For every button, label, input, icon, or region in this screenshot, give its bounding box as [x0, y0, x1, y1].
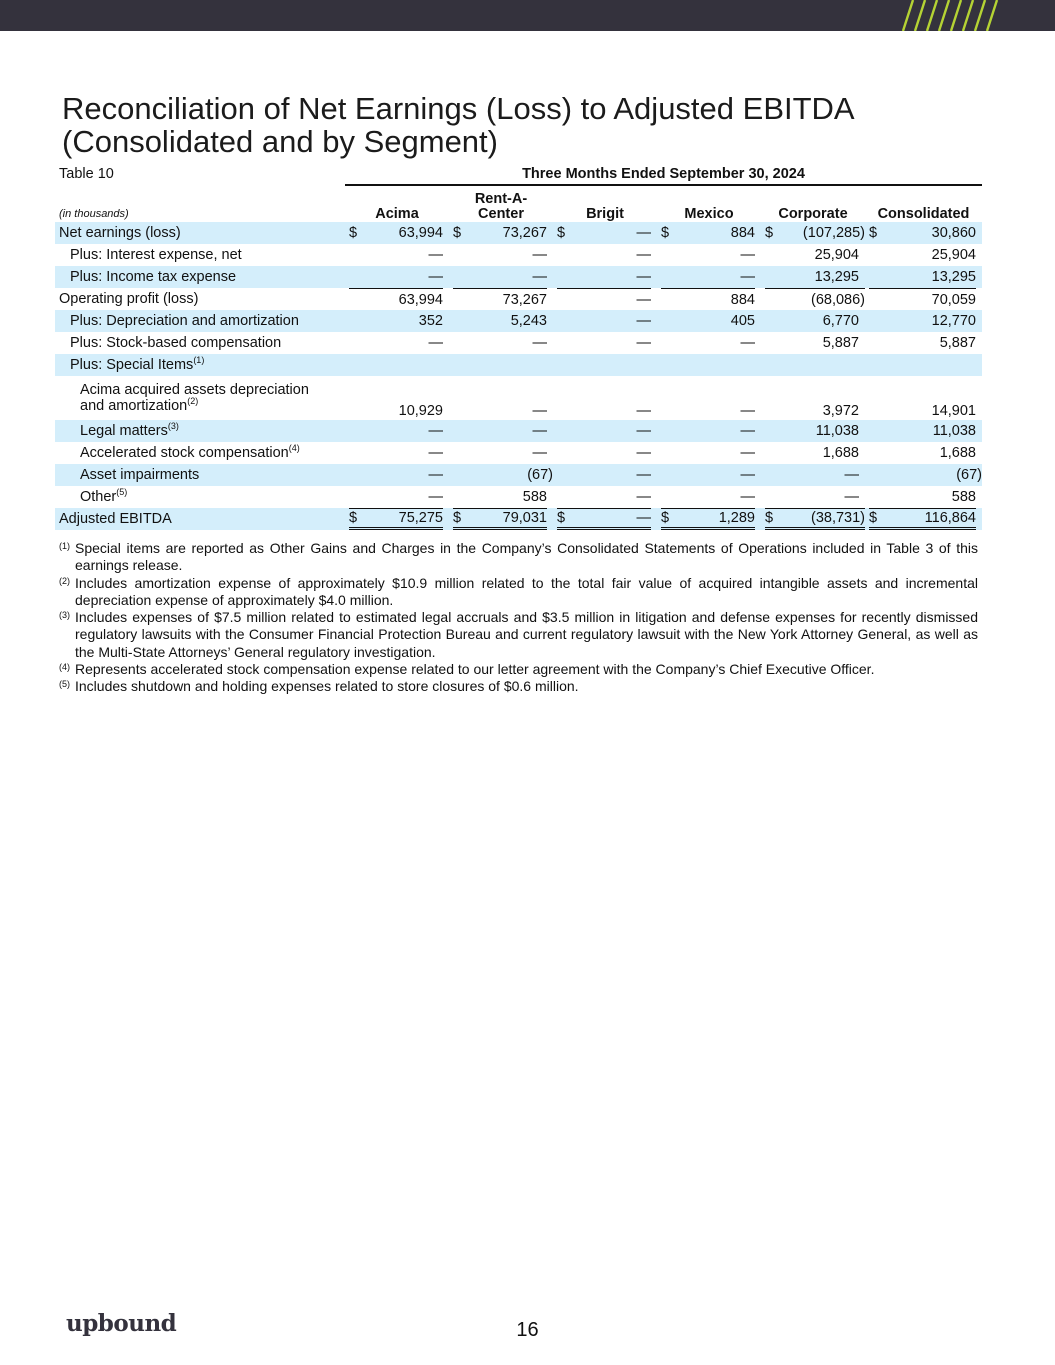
cell-value: 25,904 [931, 247, 976, 263]
cell-value: 5,243 [449, 310, 553, 332]
cell-value: 11,038 [865, 420, 982, 442]
cell-value: — [553, 266, 657, 288]
cell-value: 884 [657, 288, 761, 310]
cell-value: — [428, 247, 443, 263]
cell-value: — [345, 464, 449, 486]
cell-value [865, 354, 982, 376]
decorative-stripes-icon [895, 0, 1007, 31]
cell-value: 12,770 [865, 310, 982, 332]
cell-value: — [761, 464, 865, 486]
row-label: Adjusted EBITDA [55, 508, 345, 530]
cell-value: — [740, 247, 755, 263]
cell-value: — [532, 247, 547, 263]
cell-value: 588 [522, 489, 547, 505]
top-banner [0, 0, 1055, 31]
cell-value: 405 [657, 310, 761, 332]
cell-value: 14,901 [931, 402, 976, 419]
table-row [55, 354, 982, 376]
footnote: (3) Includes expenses of $7.5 million related to estimated legal accruals and $3.5 million in litigation and defense expenses for recently dismissed regulatory lawsuits with the Consumer Financial Protection Bureau and current regulatory lawsuit with the New York Attorney General, as well as the Multi-State Attorneys’ General regulatory investigation. [59, 609, 978, 660]
cell-value: 63,994 [345, 288, 449, 310]
units-label: (in thousands) [59, 208, 129, 220]
cell-value: 13,295 [865, 266, 982, 288]
col-corporate: Corporate [778, 206, 848, 222]
cell-value: — [657, 420, 761, 442]
row-label: Net earnings (loss) [55, 222, 345, 244]
cell-value: $ 75,275 [345, 508, 449, 530]
cell-value: 5,887 [822, 335, 859, 351]
cell-value [449, 354, 553, 376]
cell-value: 6,770 [761, 310, 865, 332]
row-label: Legal matters$^{(3)}$ [55, 420, 345, 442]
cell-value: 588 [951, 489, 976, 505]
upbound-logo: upbound [66, 1310, 177, 1337]
cell-value: — [740, 489, 755, 505]
cell-value: — [449, 420, 553, 442]
cell-value: — [657, 266, 761, 288]
cell-value: — [532, 335, 547, 351]
row-label: Other$^{(5)}$ [80, 487, 128, 505]
row-label: Plus: Stock-based compensation [70, 335, 282, 351]
footnote: (5) Includes shutdown and holding expenses related to store closures of $0.6 million. [59, 678, 579, 695]
table-row [55, 310, 982, 332]
page-number: 16 [516, 1319, 539, 1341]
table-row [55, 442, 982, 464]
cell-value: $ — [553, 222, 657, 244]
cell-value: — [428, 489, 443, 505]
table-row [55, 464, 982, 486]
row-label: Plus: Income tax expense [55, 266, 345, 288]
cell-value: 25,904 [814, 247, 859, 263]
footnote: (4) Represents accelerated stock compensation expense related to our letter agreement with the Company’s Chief Executive Officer. [59, 661, 875, 678]
cell-value: $ 30,860 [865, 222, 982, 244]
col-acima: Acima [375, 206, 419, 222]
column-header-row [55, 189, 982, 222]
page-title [62, 92, 962, 158]
col-consolidated: Consolidated [877, 206, 970, 222]
cell-value [553, 354, 657, 376]
cell-value: — [428, 445, 443, 461]
cell-value: 13,295 [761, 266, 865, 288]
cell-value: $ 63,994 [345, 222, 449, 244]
cell-value: $ (107,285) [761, 222, 865, 244]
table-label: Table 10 [59, 166, 114, 182]
title-line-1: Reconciliation of Net Earnings (Loss) to Adjusted EBITDA [62, 91, 855, 126]
cell-value: — [657, 464, 761, 486]
cell-value [761, 354, 865, 376]
cell-value: $ 79,031 [449, 508, 553, 530]
table-row [55, 222, 982, 244]
table-row [55, 420, 982, 442]
footnote: (2) Includes amortization expense of approximately $10.9 million related to the total fair value of acquired intangible assets and incremental depreciation expense of approximately $4.0 million. [59, 574, 978, 608]
cell-value: — [553, 310, 657, 332]
cell-value [345, 354, 449, 376]
cell-value: — [636, 445, 651, 461]
table-row [55, 288, 982, 310]
cell-value: 1,688 [939, 445, 976, 461]
row-label: Acima acquired assets depreciation and amortization$^{(2)}$ [80, 382, 309, 414]
cell-value: — [636, 489, 651, 505]
cell-value: 73,267 [449, 288, 553, 310]
cell-value: — [532, 402, 547, 419]
cell-value: — [636, 335, 651, 351]
cell-value: — [740, 445, 755, 461]
cell-value: $ 116,864 [865, 508, 982, 530]
table-row [55, 376, 982, 420]
footnotes [59, 540, 978, 696]
cell-value: 3,972 [822, 402, 859, 419]
cell-value: — [553, 288, 657, 310]
cell-value: $ — [553, 508, 657, 530]
cell-value: $ (38,731) [761, 508, 865, 530]
table-row [55, 266, 982, 288]
cell-value: — [345, 266, 449, 288]
period-header: Three Months Ended September 30, 2024 [345, 166, 982, 186]
table-row [55, 244, 982, 266]
cell-value: — [449, 266, 553, 288]
col-mexico: Mexico [684, 206, 734, 222]
cell-value: (68,086) [761, 288, 865, 310]
cell-value: $ 884 [657, 222, 761, 244]
cell-value: — [532, 445, 547, 461]
row-label: Plus: Special Items$^{(1)}$ [55, 354, 345, 376]
cell-value: (67) [865, 464, 982, 486]
row-label: Accelerated stock compensation$^{(4)}$ [80, 443, 300, 461]
footnote: (1) Special items are reported as Other Gains and Charges in the Company’s Consolidated Statements of Operations included in Table 3 of this earnings release. [59, 540, 978, 574]
row-label: Plus: Depreciation and amortization [55, 310, 345, 332]
cell-value: — [844, 489, 859, 505]
cell-value: 11,038 [761, 420, 865, 442]
cell-value: — [636, 402, 651, 419]
cell-value: — [740, 402, 755, 419]
title-line-2: (Consolidated and by Segment) [62, 124, 498, 159]
row-label: Asset impairments [55, 464, 345, 486]
cell-value: 1,688 [822, 445, 859, 461]
row-label: Operating profit (loss) [59, 291, 199, 307]
cell-value: 70,059 [865, 288, 982, 310]
cell-value [657, 354, 761, 376]
row-label: Plus: Interest expense, net [70, 247, 242, 263]
cell-value: 5,887 [939, 335, 976, 351]
cell-value: 10,929 [398, 402, 443, 419]
cell-value: — [553, 464, 657, 486]
cell-value: — [636, 247, 651, 263]
col-rent-a-center: Rent-A- Center [474, 191, 528, 222]
table-row [55, 332, 982, 354]
table-row [55, 486, 982, 508]
col-brigit: Brigit [586, 206, 624, 222]
table-row [55, 508, 982, 530]
cell-value: $ 1,289 [657, 508, 761, 530]
cell-value: — [553, 420, 657, 442]
cell-value: — [740, 335, 755, 351]
cell-value: $ 73,267 [449, 222, 553, 244]
cell-value: — [428, 335, 443, 351]
reconciliation-table [55, 189, 982, 530]
cell-value: 352 [345, 310, 449, 332]
cell-value: — [345, 420, 449, 442]
cell-value: (67) [449, 464, 553, 486]
